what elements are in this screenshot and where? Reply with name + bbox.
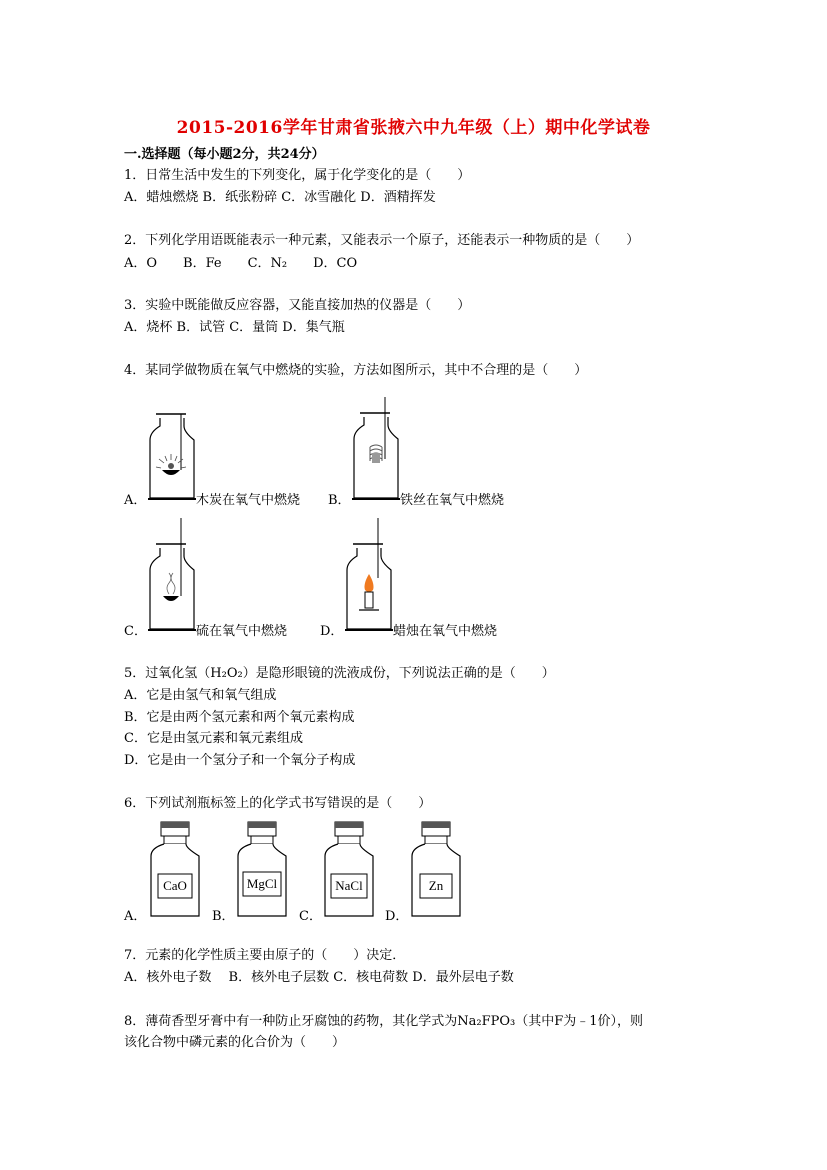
question-5-option-d: D．它是由一个氢分子和一个氧分子构成 [124,753,356,768]
q4-option-d-letter: D． [320,624,344,639]
q4-figure-a [148,410,196,502]
q6-option-d-letter: D． [385,909,409,924]
question-5-option-b: B．它是由两个氢元素和两个氧元素构成 [124,710,355,725]
q6-bottle-b [236,820,288,918]
question-8-line-1: 8．薄荷香型牙膏中有一种防止牙腐蚀的药物，其化学式为Na₂FPO₃（其中F为﹣1价），则 [124,1014,644,1029]
question-3-options: A．烧杯 B．试管 C．量筒 D．集气瓶 [124,320,345,335]
q4-figure-d [345,518,393,633]
q6-bottle-d-label: Zn [428,878,444,893]
q6-bottle-b-label: MgCl [246,876,278,891]
q4-option-c-text: 硫在氧气中燃烧 [196,624,288,639]
question-2-options: A．O B．Fe C．N₂ D．CO [124,256,358,271]
question-1-stem: 1．日常生活中发生的下列变化，属于化学变化的是（ ） [124,168,471,183]
q4-option-a-letter: A． [124,493,147,508]
question-4-stem: 4．某同学做物质在氧气中燃烧的实验，方法如图所示，其中不合理的是（ ） [124,363,588,378]
question-7-stem: 7．元素的化学性质主要由原子的（ ）决定． [124,948,406,963]
question-5-option-a: A．它是由氢气和氧气组成 [124,688,277,703]
question-7-options: A．核外电子数 B．核外电子层数 C．核电荷数 D．最外层电子数 [124,970,514,985]
question-3-stem: 3．实验中既能做反应容器，又能直接加热的仪器是（ ） [124,298,471,313]
q6-bottle-a [149,820,201,918]
q6-bottle-c-label: NaCl [335,878,363,893]
question-2-stem: 2．下列化学用语既能表示一种元素，又能表示一个原子，还能表示一种物质的是（ ） [124,233,640,248]
q4-option-b-text: 铁丝在氧气中燃烧 [400,493,505,508]
q6-option-c-letter: C． [299,909,322,924]
question-5-stem: 5．过氧化氢（H₂O₂）是隐形眼镜的洗液成份，下列说法正确的是（ ） [124,666,555,681]
q6-option-b-letter: B． [212,909,235,924]
section-heading: 一.选择题（每小题2分，共24分） [124,147,325,162]
q4-figure-c [148,518,196,633]
q6-bottle-d [410,820,462,918]
question-5-option-c: C．它是由氢元素和氧元素组成 [124,731,303,746]
q4-option-a-text: 木炭在氧气中燃烧 [196,493,301,508]
q6-bottle-a-label: CaO [163,878,187,893]
page-title: 2015-2016学年甘肃省张掖六中九年级（上）期中化学试卷 [176,118,651,138]
q4-figure-b [352,397,400,502]
q6-bottle-c [323,820,375,918]
question-6-stem: 6．下列试剂瓶标签上的化学式书写错误的是（ ） [124,796,432,811]
question-1-options: A．蜡烛燃烧 B．纸张粉碎 C．冰雪融化 D．酒精挥发 [124,190,436,205]
q4-option-d-text: 蜡烛在氧气中燃烧 [393,624,498,639]
question-8-line-2: 该化合物中磷元素的化合价为（ ） [124,1035,346,1050]
q4-option-b-letter: B． [328,493,351,508]
q6-option-a-letter: A． [124,909,147,924]
q4-option-c-letter: C． [124,624,147,639]
